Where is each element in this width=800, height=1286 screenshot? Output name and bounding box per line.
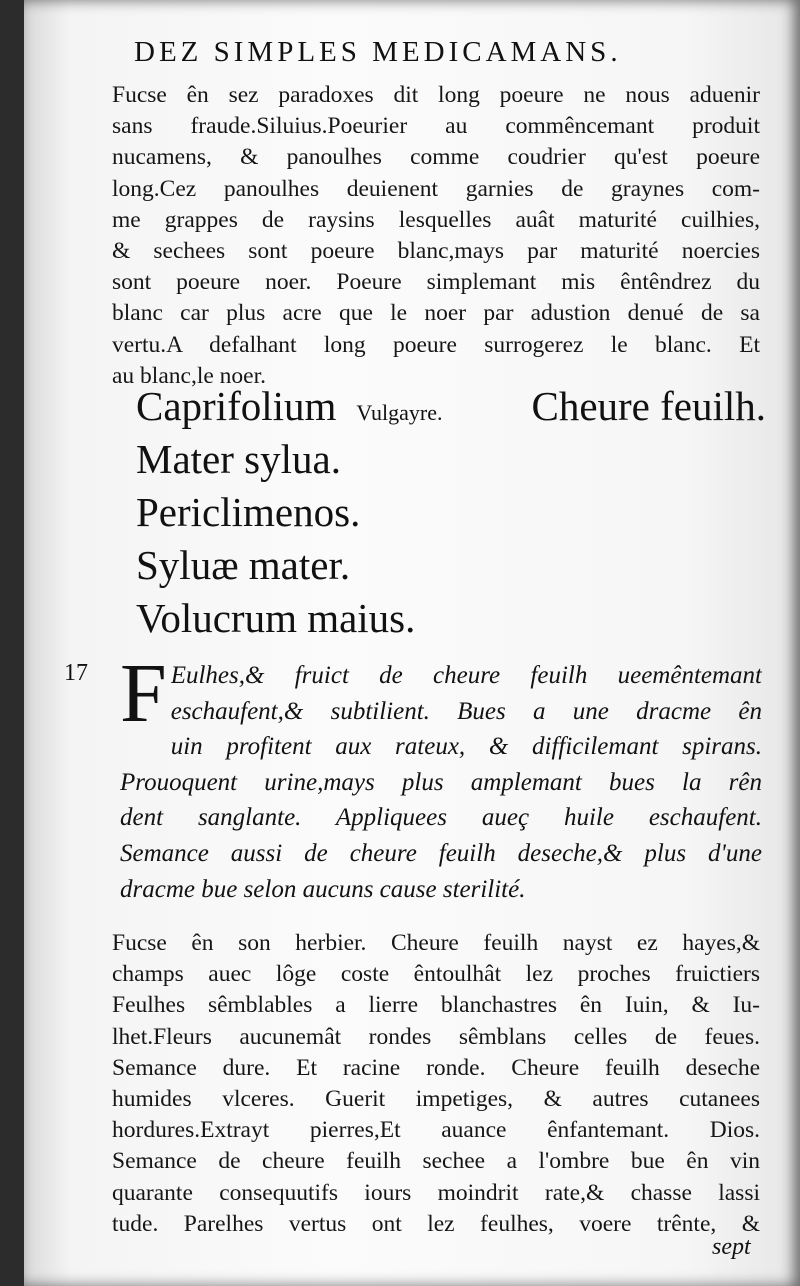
synonym: Mater sylua. (136, 436, 341, 482)
latin-name: Caprifolium (136, 383, 337, 429)
text-line: dent sanglante. Appliquees aueç huile eschaufent. (120, 804, 762, 832)
vulgayre-label: Vulgayre. (356, 400, 443, 425)
paragraph-bottom (112, 928, 760, 1240)
text-line: nucamens, & panoulhes comme coudrier qu'est poeure (112, 144, 760, 171)
plant-name-latin (136, 380, 766, 433)
text-line: Eulhes,& fruict de cheure feuilh ueemêntemant (170, 662, 762, 689)
text-line: lhet.Fleurs aucunemât rondes sêmblans celles de feues. (112, 1023, 760, 1050)
catchword: sept (712, 1234, 751, 1260)
vulgar-name: Cheure feuilh. (531, 383, 766, 429)
running-header: DEZ SIMPLES MEDICAMANS. (134, 36, 622, 68)
text-line: Fucse ên son herbier. Cheure feuilh nayst ez hayes,& (112, 930, 760, 956)
text-line: & sechees sont poeure blanc,mays par maturité noercies (112, 237, 760, 264)
text-line: Semance dure. Et racine ronde. Cheure feuilh deseche (112, 1054, 760, 1081)
text-line: hordures.Extrayt pierres,Et auance ênfantemant. Dios. (112, 1117, 760, 1144)
plant-names (136, 380, 766, 645)
synonym: Volucrum maius. (136, 595, 416, 641)
text-line: quarante consequutifs iours moindrit rate,& chasse lassi (112, 1179, 760, 1206)
margin-number: 17 (64, 660, 88, 686)
text-line: eschaufent,& subtilient. Bues a une dracme ên (170, 697, 762, 725)
text-line: me grappes de raysins lesquelles auât maturité cuilhies, (112, 206, 760, 233)
paragraph-top (112, 80, 760, 392)
text-line: champs auec lôge coste êntoulhât lez proches fruictiers (112, 961, 760, 988)
text-line: Semance aussi de cheure feuilh deseche,& plus d'une (120, 839, 762, 867)
text-line: vertu.A defalhant long poeure surrogerez le blanc. Et (112, 331, 760, 358)
synonym: Periclimenos. (136, 489, 361, 535)
italic-paragraph (120, 647, 762, 907)
text-line: Feulhes sêmblables a lierre blanchastres ên Iuin, & Iu- (112, 992, 760, 1019)
synonym: Syluæ mater. (136, 542, 351, 588)
book-page (24, 0, 800, 1286)
drop-capital: F (120, 647, 167, 740)
text-line: tude. Parelhes vertus ont lez feulhes, voere trênte, & (112, 1210, 760, 1237)
text-line: long.Cez panoulhes deuienent garnies de graynes com- (112, 175, 760, 202)
text-line: sont poeure noer. Poeure simplemant mis êntêndrez du (112, 269, 760, 296)
text-line: sans fraude.Siluius.Poeurier au commêncemant produit (112, 113, 760, 140)
text-line: Semance de cheure feuilh sechee a l'ombre bue ên vin (112, 1148, 760, 1175)
text-line: dracme bue selon aucuns cause sterilité. (120, 875, 526, 903)
text-line: blanc car plus acre que le noer par adustion denué de sa (112, 300, 760, 327)
text-line: uin profitent aux rateux, & difficilemant spirans. (170, 733, 762, 761)
text-line: Prouoquent urine,mays plus amplemant bues la rên (120, 768, 762, 796)
text-line: humides vlceres. Guerit impetiges, & autres cutanees (112, 1085, 760, 1112)
text-line: au blanc,le noer. (112, 362, 266, 389)
text-line: Fucse ên sez paradoxes dit long poeure ne nous aduenir (112, 82, 760, 108)
